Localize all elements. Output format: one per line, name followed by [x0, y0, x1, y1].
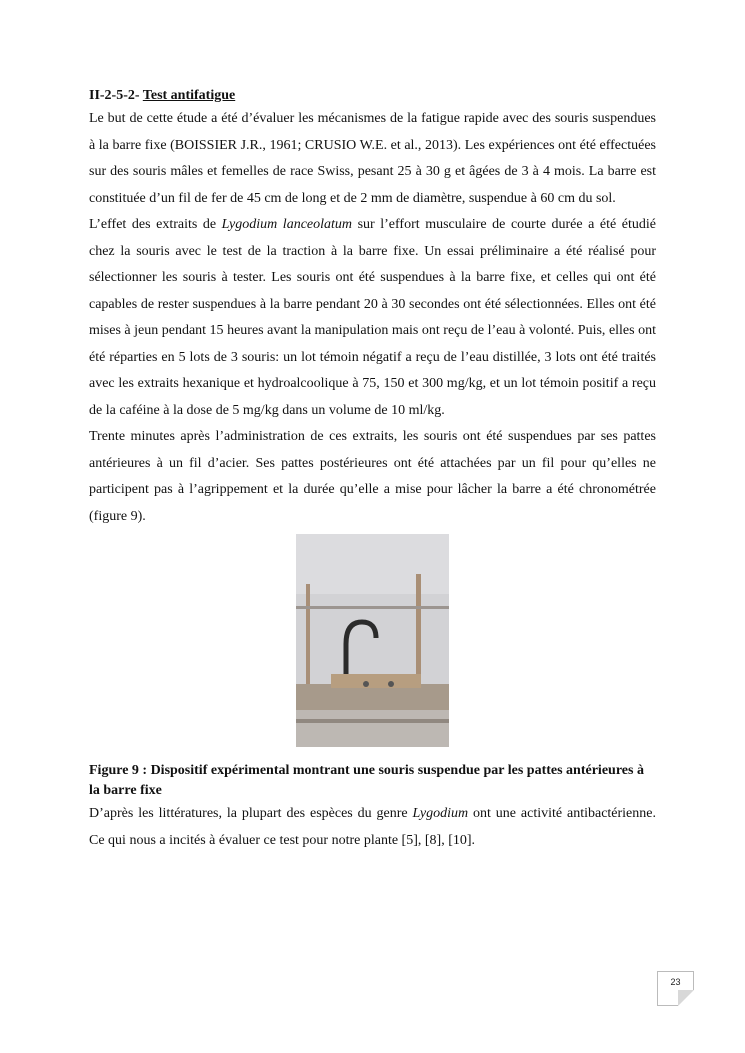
figure-container — [89, 534, 656, 747]
paragraph-4-start: D’après les littératures, la plupart des espèces du genre — [89, 806, 413, 821]
paragraph-3: Trente minutes après l’administration de ces extraits, les souris ont été suspendues par ses pattes antérieures à un fil d’acier. Ses pattes postérieures ont été attachées par un fil pour qu’elles ne participent pas à l’agrippement et la durée qu’elle a mise pour lâcher la barre a été chronométrée (figure 9). — [89, 429, 656, 524]
paragraph-1: Le but de cette étude a été d’évaluer les mécanismes de la fatigue rapide avec des souris suspendues à la barre fixe (BOISSIER J.R., 1961; CRUSIO W.E. et al., 2013). Les expériences ont été effectuées sur des souris mâles et femelles de race Swiss, pesant 25 à 30 g et âgées de 3 à 4 mois. La barre est constituée d’un fil de fer de 45 cm de long et de 2 mm de diamètre, suspendue à 60 cm du sol. — [89, 111, 656, 206]
paragraph-2-start: L’effet des extraits de — [89, 217, 222, 232]
paragraph-2-rest: sur l’effort musculaire de courte durée a été étudié chez la souris avec le test de la traction à la barre fixe. Un essai préliminaire a été réalisé pour sélectionner les souris à tester. Les souris ont été suspendues à la barre fixe, et celles qui ont été capables de rester suspendues à la barre pendant 20 à 30 secondes ont été sélectionnées. Elles ont été mises à jeun pendant 15 heures avant la manipulation mais ont reçu de l’eau à volonté. Puis, elles ont été réparties en 5 lots de 3 souris: un lot témoin négatif a reçu de l’eau distillée, 3 lots ont été traités avec les extraits hexanique et hydroalcoolique à 75, 150 et 300 mg/kg, et un lot témoin positif a reçu de la caféine à la dose de 5 mg/kg dans un volume de 10 ml/kg. — [89, 217, 656, 418]
page-curl-icon — [678, 990, 694, 1006]
experiment-photo — [296, 534, 449, 747]
section-number: II-2-5-2- — [89, 88, 140, 103]
section-heading — [89, 86, 656, 106]
fixed-bar-apparatus-illustration — [296, 534, 449, 747]
section-title: Test antifatigue — [142, 88, 236, 103]
page-number-box — [657, 971, 694, 1006]
species-name: Lygodium lanceolatum — [221, 217, 353, 232]
paragraph-4-rest: ont une activité antibactérienne. Ce qui nous a incités à évaluer ce test pour notre plante [5], [8], [10]. — [89, 806, 656, 848]
genus-name: Lygodium — [412, 806, 469, 821]
paragraph-4 — [89, 801, 656, 854]
figure-caption: Figure 9 : Dispositif expérimental montrant une souris suspendue par les pattes antérieures à la barre fixe — [89, 763, 644, 798]
page-number: 23 — [670, 977, 681, 987]
page-content — [89, 86, 656, 854]
paragraph-2 — [89, 212, 656, 424]
